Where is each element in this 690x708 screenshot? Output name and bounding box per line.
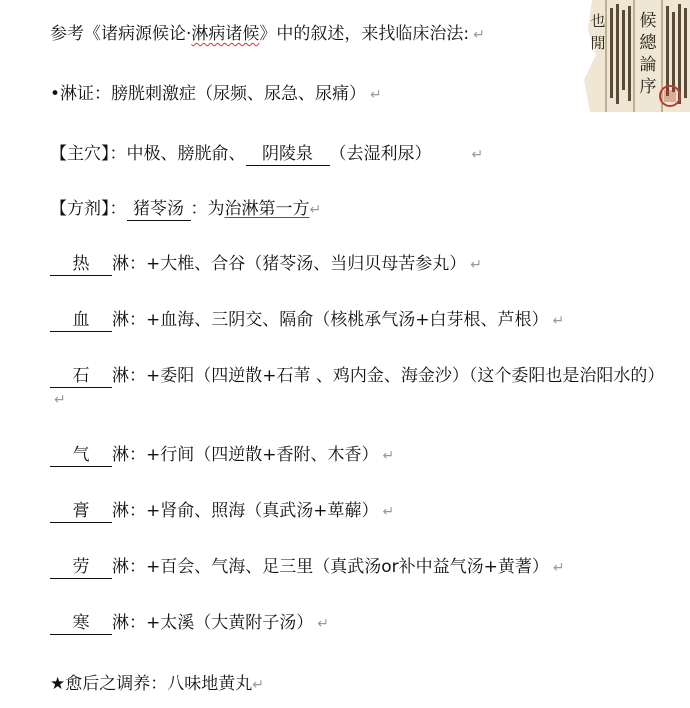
type-blank: 寒 — [50, 612, 112, 635]
paragraph-mark: ↵ — [470, 257, 482, 273]
thumb-char-4: 序 — [639, 77, 657, 97]
paragraph-mark: ↵ — [382, 448, 395, 464]
thumb-char-3: 論 — [639, 55, 657, 75]
type-text: 淋：+太溪（大黄附子汤） — [112, 613, 314, 633]
formula-blank: 猪苓汤 — [127, 198, 191, 221]
paragraph-mark: ↵ — [473, 27, 485, 43]
paragraph-mark: ↵ — [370, 87, 382, 103]
intro-text-c: 》中的叙述，来找临床治法: — [259, 24, 470, 44]
type-text: 淋：+行间（四逆散+香附、木香） — [112, 445, 379, 465]
type-blank: 石 — [50, 365, 112, 388]
main-points-line — [50, 143, 483, 166]
main-points-prefix: 【主穴】：中极、膀胱俞、 — [50, 144, 246, 164]
type-text: 淋：+百会、气海、足三里（真武汤or补中益气汤+黄蓍） — [112, 557, 549, 577]
type-text: 淋：+肾俞、照海（真武汤+萆薢） — [112, 501, 379, 521]
thumb-char-6: 閒 — [590, 34, 606, 52]
syndrome-text: •淋证：膀胱刺激症（尿频、尿急、尿痛） — [50, 84, 367, 104]
paragraph-mark: ↵ — [309, 202, 322, 218]
paragraph-mark: ↵ — [552, 560, 565, 576]
type-row-paste — [50, 500, 394, 523]
type-row-blood — [50, 309, 564, 332]
paragraph-mark: ↵ — [317, 616, 329, 632]
type-blank: 血 — [50, 309, 112, 332]
main-points-blank: 阴陵泉 — [246, 143, 330, 166]
aftercare-line — [50, 673, 264, 696]
thumb-char-5: 也 — [590, 12, 606, 30]
paragraph-mark: ↵ — [382, 504, 395, 520]
aftercare-text: ★愈后之调养：八味地黄丸 — [50, 674, 253, 694]
intro-line — [50, 23, 485, 46]
main-points-suffix: （去湿利尿） — [329, 144, 432, 164]
scroll-image — [570, 0, 690, 112]
type-row-heat — [50, 253, 482, 276]
paragraph-mark: ↵ — [54, 392, 66, 408]
type-row-cold — [50, 612, 329, 635]
formula-line — [50, 198, 321, 221]
type-blank: 气 — [50, 444, 112, 467]
type-text: 淋：+委阳（四逆散+石苇 、鸡内金、海金沙）（这个委阳也是治阳水的） — [112, 366, 665, 386]
type-row-stone — [50, 365, 675, 411]
intro-text-a: 参考《诸病源候论· — [50, 24, 192, 44]
type-row-qi — [50, 444, 394, 467]
type-text: 淋：+血海、三阴交、隔俞（核桃承气汤+白芽根、芦根） — [112, 310, 549, 330]
formula-middle: ：为 — [190, 199, 225, 219]
intro-book-chapter: 淋病诸候 — [191, 24, 260, 44]
type-blank: 劳 — [50, 556, 112, 579]
classical-text-thumbnail — [570, 0, 690, 112]
type-row-fatigue — [50, 556, 565, 579]
formula-emphasis: 治淋第一方 — [224, 199, 310, 219]
type-text: 淋：+大椎、合谷（猪苓汤、当归贝母苦参丸） — [112, 254, 467, 274]
type-blank: 热 — [50, 253, 112, 276]
type-blank: 膏 — [50, 500, 112, 523]
thumb-char-1: 候 — [639, 11, 657, 31]
formula-prefix: 【方剂】： — [50, 199, 127, 219]
paragraph-mark: ↵ — [252, 677, 264, 693]
thumb-char-2: 總 — [639, 33, 657, 53]
syndrome-line — [50, 83, 382, 106]
paragraph-mark: ↵ — [552, 313, 565, 329]
paragraph-mark: ↵ — [471, 147, 484, 163]
